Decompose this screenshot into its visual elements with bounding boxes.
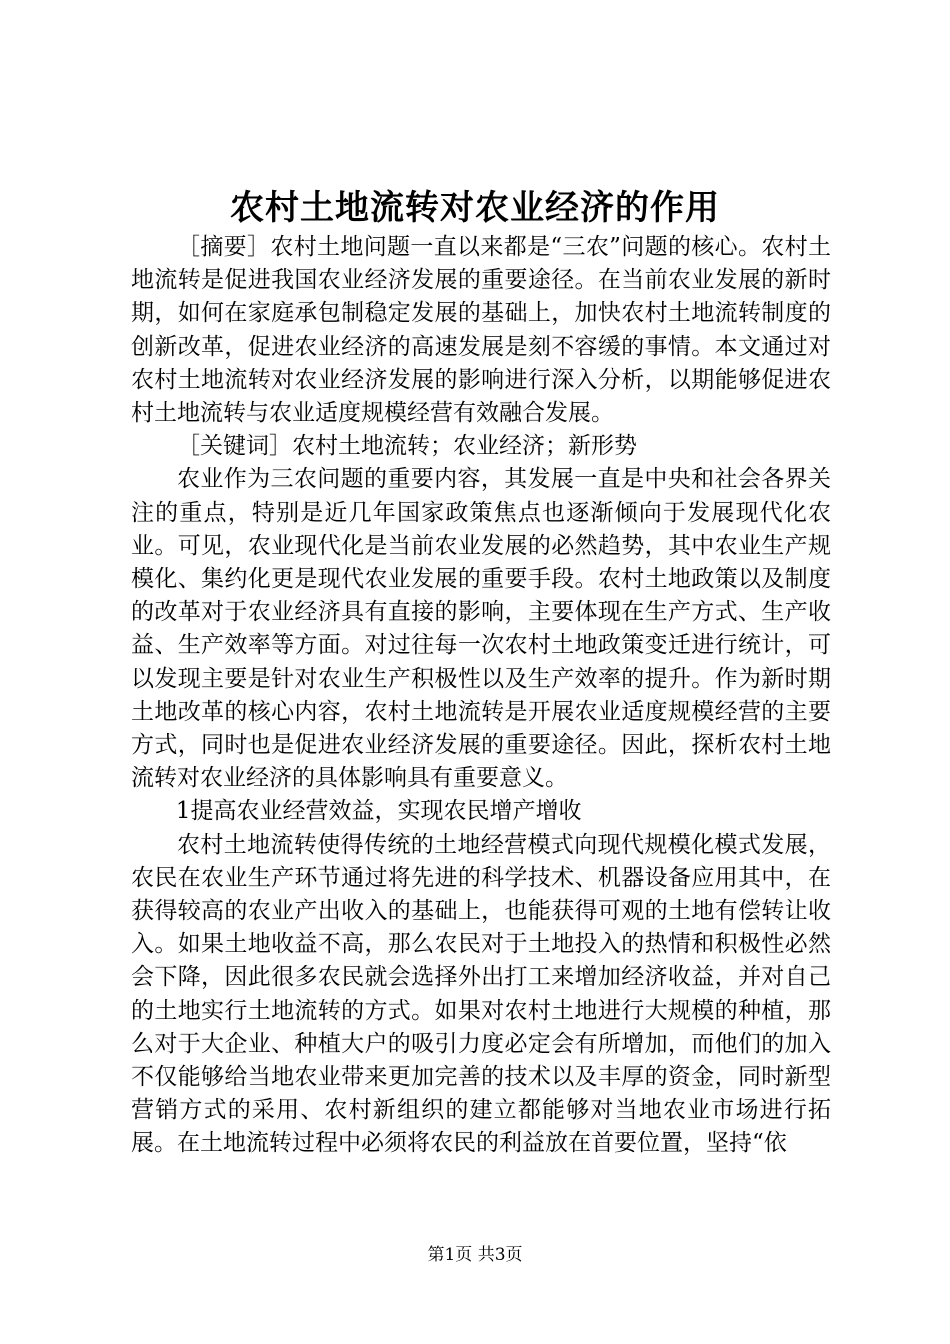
document-title: 农村土地流转对农业经济的作用 xyxy=(230,188,720,228)
section-heading-1: 1提高农业经营效益，实现农民增产增收 xyxy=(175,798,582,825)
abstract-paragraph: ［摘要］农村土地问题一直以来都是“三农”问题的核心。农村土地流转是促进我国农业经济发展的重要途径。在当前农业发展的新时期，如何在家庭承包制稳定发展的基础上，加快农村土地流转制度的创新改革，促进农业经济的高速发展是刻不容缓的事情。本文通过对农村土地流转对农业经济发展的影响进行深入分析，以期能够促进农村土地流转与农业适度规模经营有效融合发展。 xyxy=(131,234,831,427)
intro-paragraph: 农业作为三农问题的重要内容，其发展一直是中央和社会各界关注的重点，特别是近几年国家政策焦点也逐渐倾向于发展现代化农业。可见，农业现代化是当前农业发展的必然趋势，其中农业生产规模化、集约化更是现代农业发展的重要手段。农村土地政策以及制度的改革对于农业经济具有直接的影响，主要体现在生产方式、生产收益、生产效率等方面。对过往每一次农村土地政策变迁进行统计，可以发现主要是针对农业生产积极性以及生产效率的提升。作为新时期土地改革的核心内容，农村土地流转是开展农业适度规模经营的主要方式，同时也是促进农业经济发展的重要途径。因此，探析农村土地流转对农业经济的具体影响具有重要意义。 xyxy=(131,466,831,792)
keywords-paragraph: ［关键词］农村土地流转；农业经济；新形势 xyxy=(177,433,637,460)
document-body xyxy=(131,231,831,1161)
page-footer: 第1页 共3页 xyxy=(427,1245,523,1265)
section-1-paragraph: 农村土地流转使得传统的土地经营模式向现代规模化模式发展，农民在农业生产环节通过将先进的科学技术、机器设备应用其中，在获得较高的农业产出收入的基础上，也能获得可观的土地有偿转让收入。如果土地收益不高，那么农民对于土地投入的热情和积极性必然会下降，因此很多农民就会选择外出打工来增加经济收益，并对自己的土地实行土地流转的方式。如果对农村土地进行大规模的种植，那么对于大企业、种植大户的吸引力度必定会有所增加，而他们的加入不仅能够给当地农业带来更加完善的技术以及丰厚的资金，同时新型营销方式的采用、农村新组织的建立都能够对当地农业市场进行拓展。在土地流转过程中必须将农民的利益放在首要位置，坚持“依 xyxy=(131,831,831,1157)
